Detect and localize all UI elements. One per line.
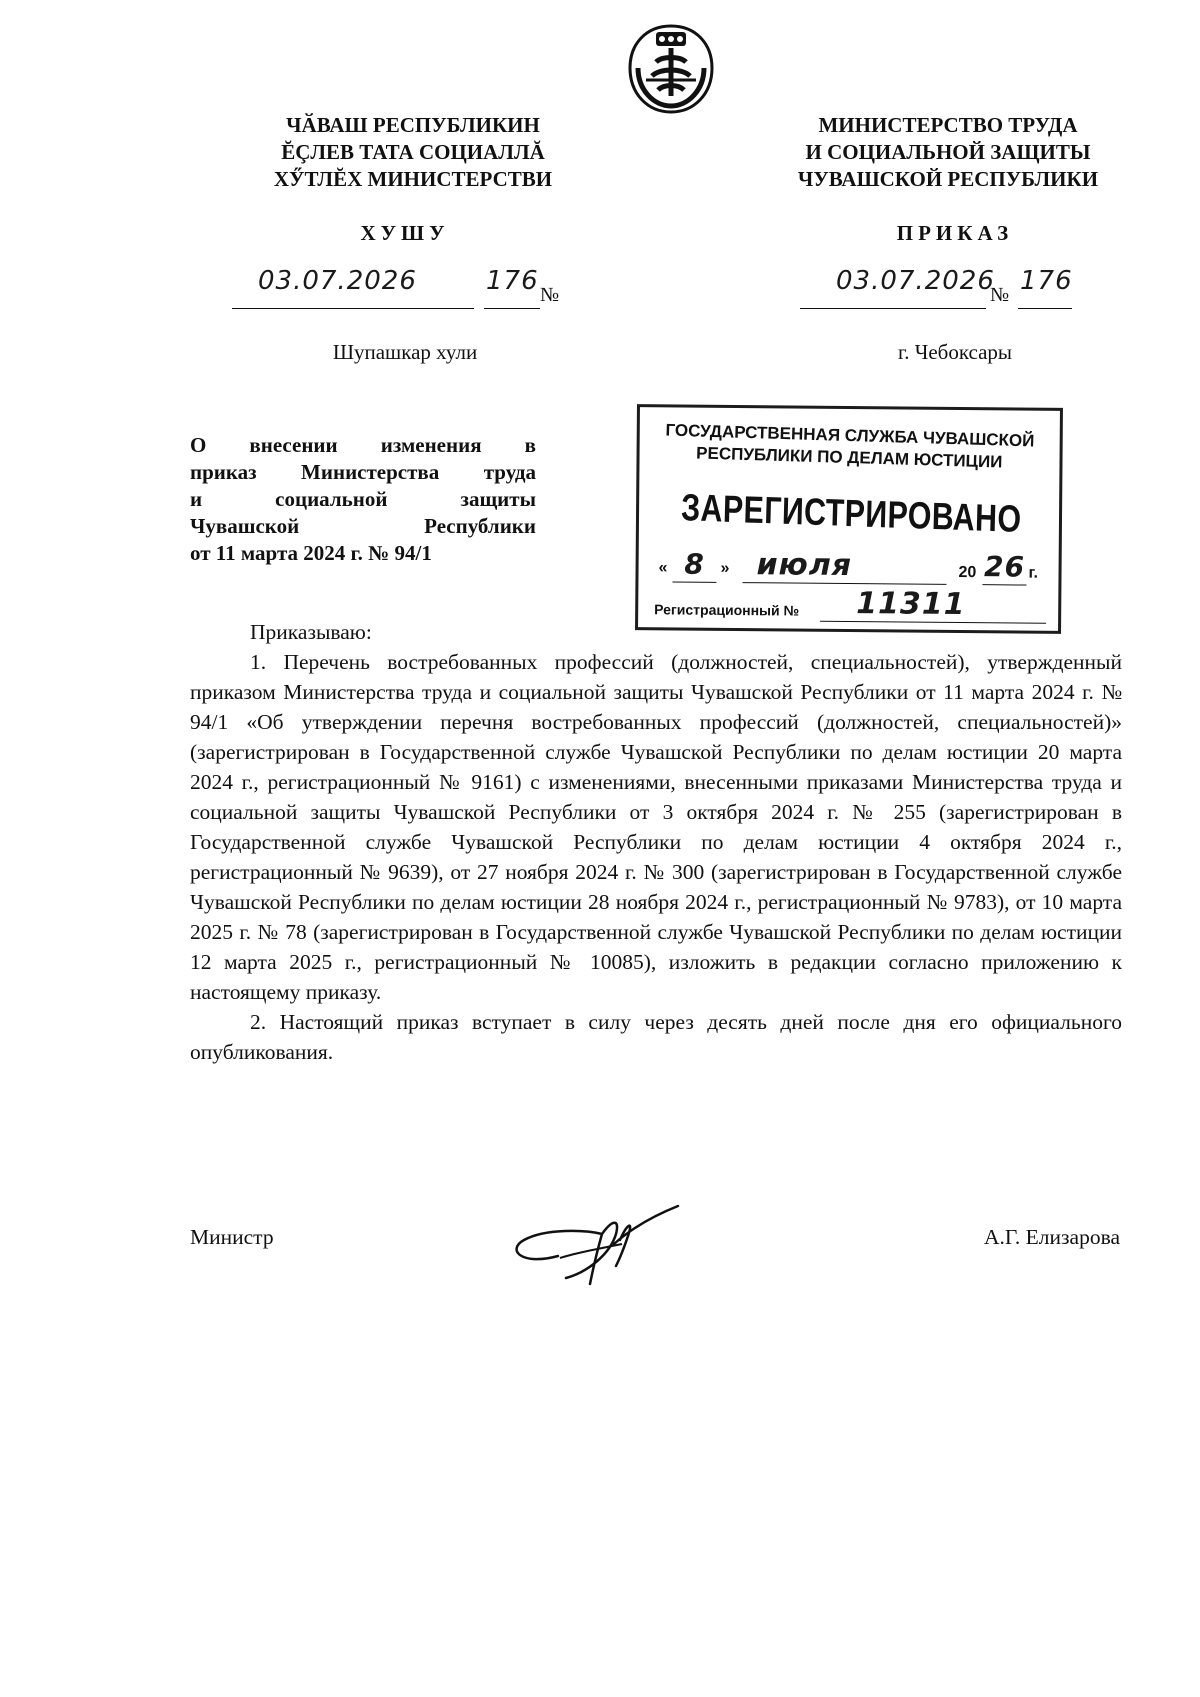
stamp-quote-open: « <box>658 559 668 577</box>
header-left-line: ХӲТЛĔХ МИНИСТЕРСТВИ <box>273 167 553 191</box>
stamp-org-line: ГОСУДАРСТВЕННАЯ СЛУЖБА ЧУВАШСКОЙ <box>665 420 1035 451</box>
subject-line: и социальной защиты <box>190 487 536 511</box>
order-subject <box>190 432 536 567</box>
left-date: 03.07.2026 <box>258 266 417 296</box>
body-intro: Приказываю: <box>250 620 372 644</box>
header-right-line: ЧУВАШСКОЙ РЕСПУБЛИКИ <box>797 167 1099 191</box>
left-date-line <box>232 264 474 309</box>
stamp-day: 8 <box>672 547 716 582</box>
subject-line: О внесении изменения в <box>190 433 536 457</box>
header-left-title <box>208 112 618 193</box>
header-left-line: ЧӐВАШ РЕСПУБЛИКИН <box>286 113 540 137</box>
right-date-line <box>800 264 995 309</box>
stamp-date-row <box>658 547 1048 590</box>
order-body <box>190 617 1122 1067</box>
stamp-organization <box>639 419 1060 475</box>
left-number-line <box>484 264 540 309</box>
left-number-sign: № <box>540 284 560 306</box>
header-left-line: ĔÇЛЕВ ТАТА СОЦИАЛЛĂ <box>281 140 545 164</box>
signer-name: А.Г. Елизарова <box>984 1225 1120 1249</box>
right-date: 03.07.2026 <box>836 266 995 296</box>
city-russian: г. Чебоксары <box>897 340 1013 364</box>
stamp-org-line: РЕСПУБЛИКИ ПО ДЕЛАМ ЮСТИЦИИ <box>695 443 1003 472</box>
signer-position: Министр <box>190 1225 274 1249</box>
doc-type-chuvash: ХУШУ <box>360 221 450 245</box>
right-number-line <box>1018 264 1072 309</box>
handwritten-signature <box>502 1200 682 1290</box>
header-right-line: И СОЦИАЛЬНОЙ ЗАЩИТЫ <box>805 140 1091 164</box>
city-chuvash: Шупашкар хули <box>332 340 478 364</box>
stamp-reg-label: Регистрационный № <box>654 601 800 619</box>
stamp-reg-number: 11311 <box>820 587 1046 624</box>
emblem-icon <box>626 22 716 116</box>
subject-line: приказ Министерства труда <box>190 460 536 484</box>
stamp-status: ЗАРЕГИСТРИРОВАНО <box>680 487 1022 542</box>
registration-stamp <box>635 404 1063 634</box>
header-right-title <box>738 112 1158 193</box>
subject-line: Чувашской Республики <box>190 514 536 538</box>
stamp-year-letter: г. <box>1028 564 1039 582</box>
stamp-year-suffix: 26 <box>982 550 1026 585</box>
body-paragraph-2: 2. Настоящий приказ вступает в силу через десять дней после дня его официального опубликования. <box>190 1010 1122 1064</box>
right-number-sign: № <box>990 284 1010 306</box>
doc-type-russian: ПРИКАЗ <box>896 221 1014 245</box>
stamp-quote-close: » <box>720 559 730 577</box>
body-paragraph-1: 1. Перечень востребованных профессий (должностей, специальностей), утвержденный приказом Министерства труда и социальной защиты Чувашской Республики от 11 марта 2024 г. № 94/1 «Об утверждении перечня востребованных профессий (должностей, специальностей)» (зарегистрирован в Государственной службе Чувашской Республики по делам юстиции 20 марта 2024 г., регистрационный № 9161) с изменениями, внесенными приказами Министерства труда и социальной защиты Чувашской Республики от 3 октября 2024 г. № 255 (зарегистрирован в Государственной службе Чувашской Республики по делам юстиции 4 октября 2024 г., регистрационный № 9639), от 27 ноября 2024 г. № 300 (зарегистрирован в Государственной службе Чувашской Республики по делам юстиции 28 ноября 2024 г., регистрационный № 9783), от 10 марта 2025 г. № 78 (зарегистрирован в Государственной службе Чувашской Республики по делам юстиции 12 марта 2025 г., регистрационный № 10085), изложить в редакции согласно приложению к настоящему приказу. <box>190 650 1122 1004</box>
subject-line: от 11 марта 2024 г. № 94/1 <box>190 541 432 565</box>
stamp-year-prefix: 20 <box>958 563 977 582</box>
header-right-line: МИНИСТЕРСТВО ТРУДА <box>818 113 1078 137</box>
left-number: 176 <box>486 266 539 296</box>
right-number: 176 <box>1020 266 1073 296</box>
stamp-month: июля <box>742 548 946 585</box>
